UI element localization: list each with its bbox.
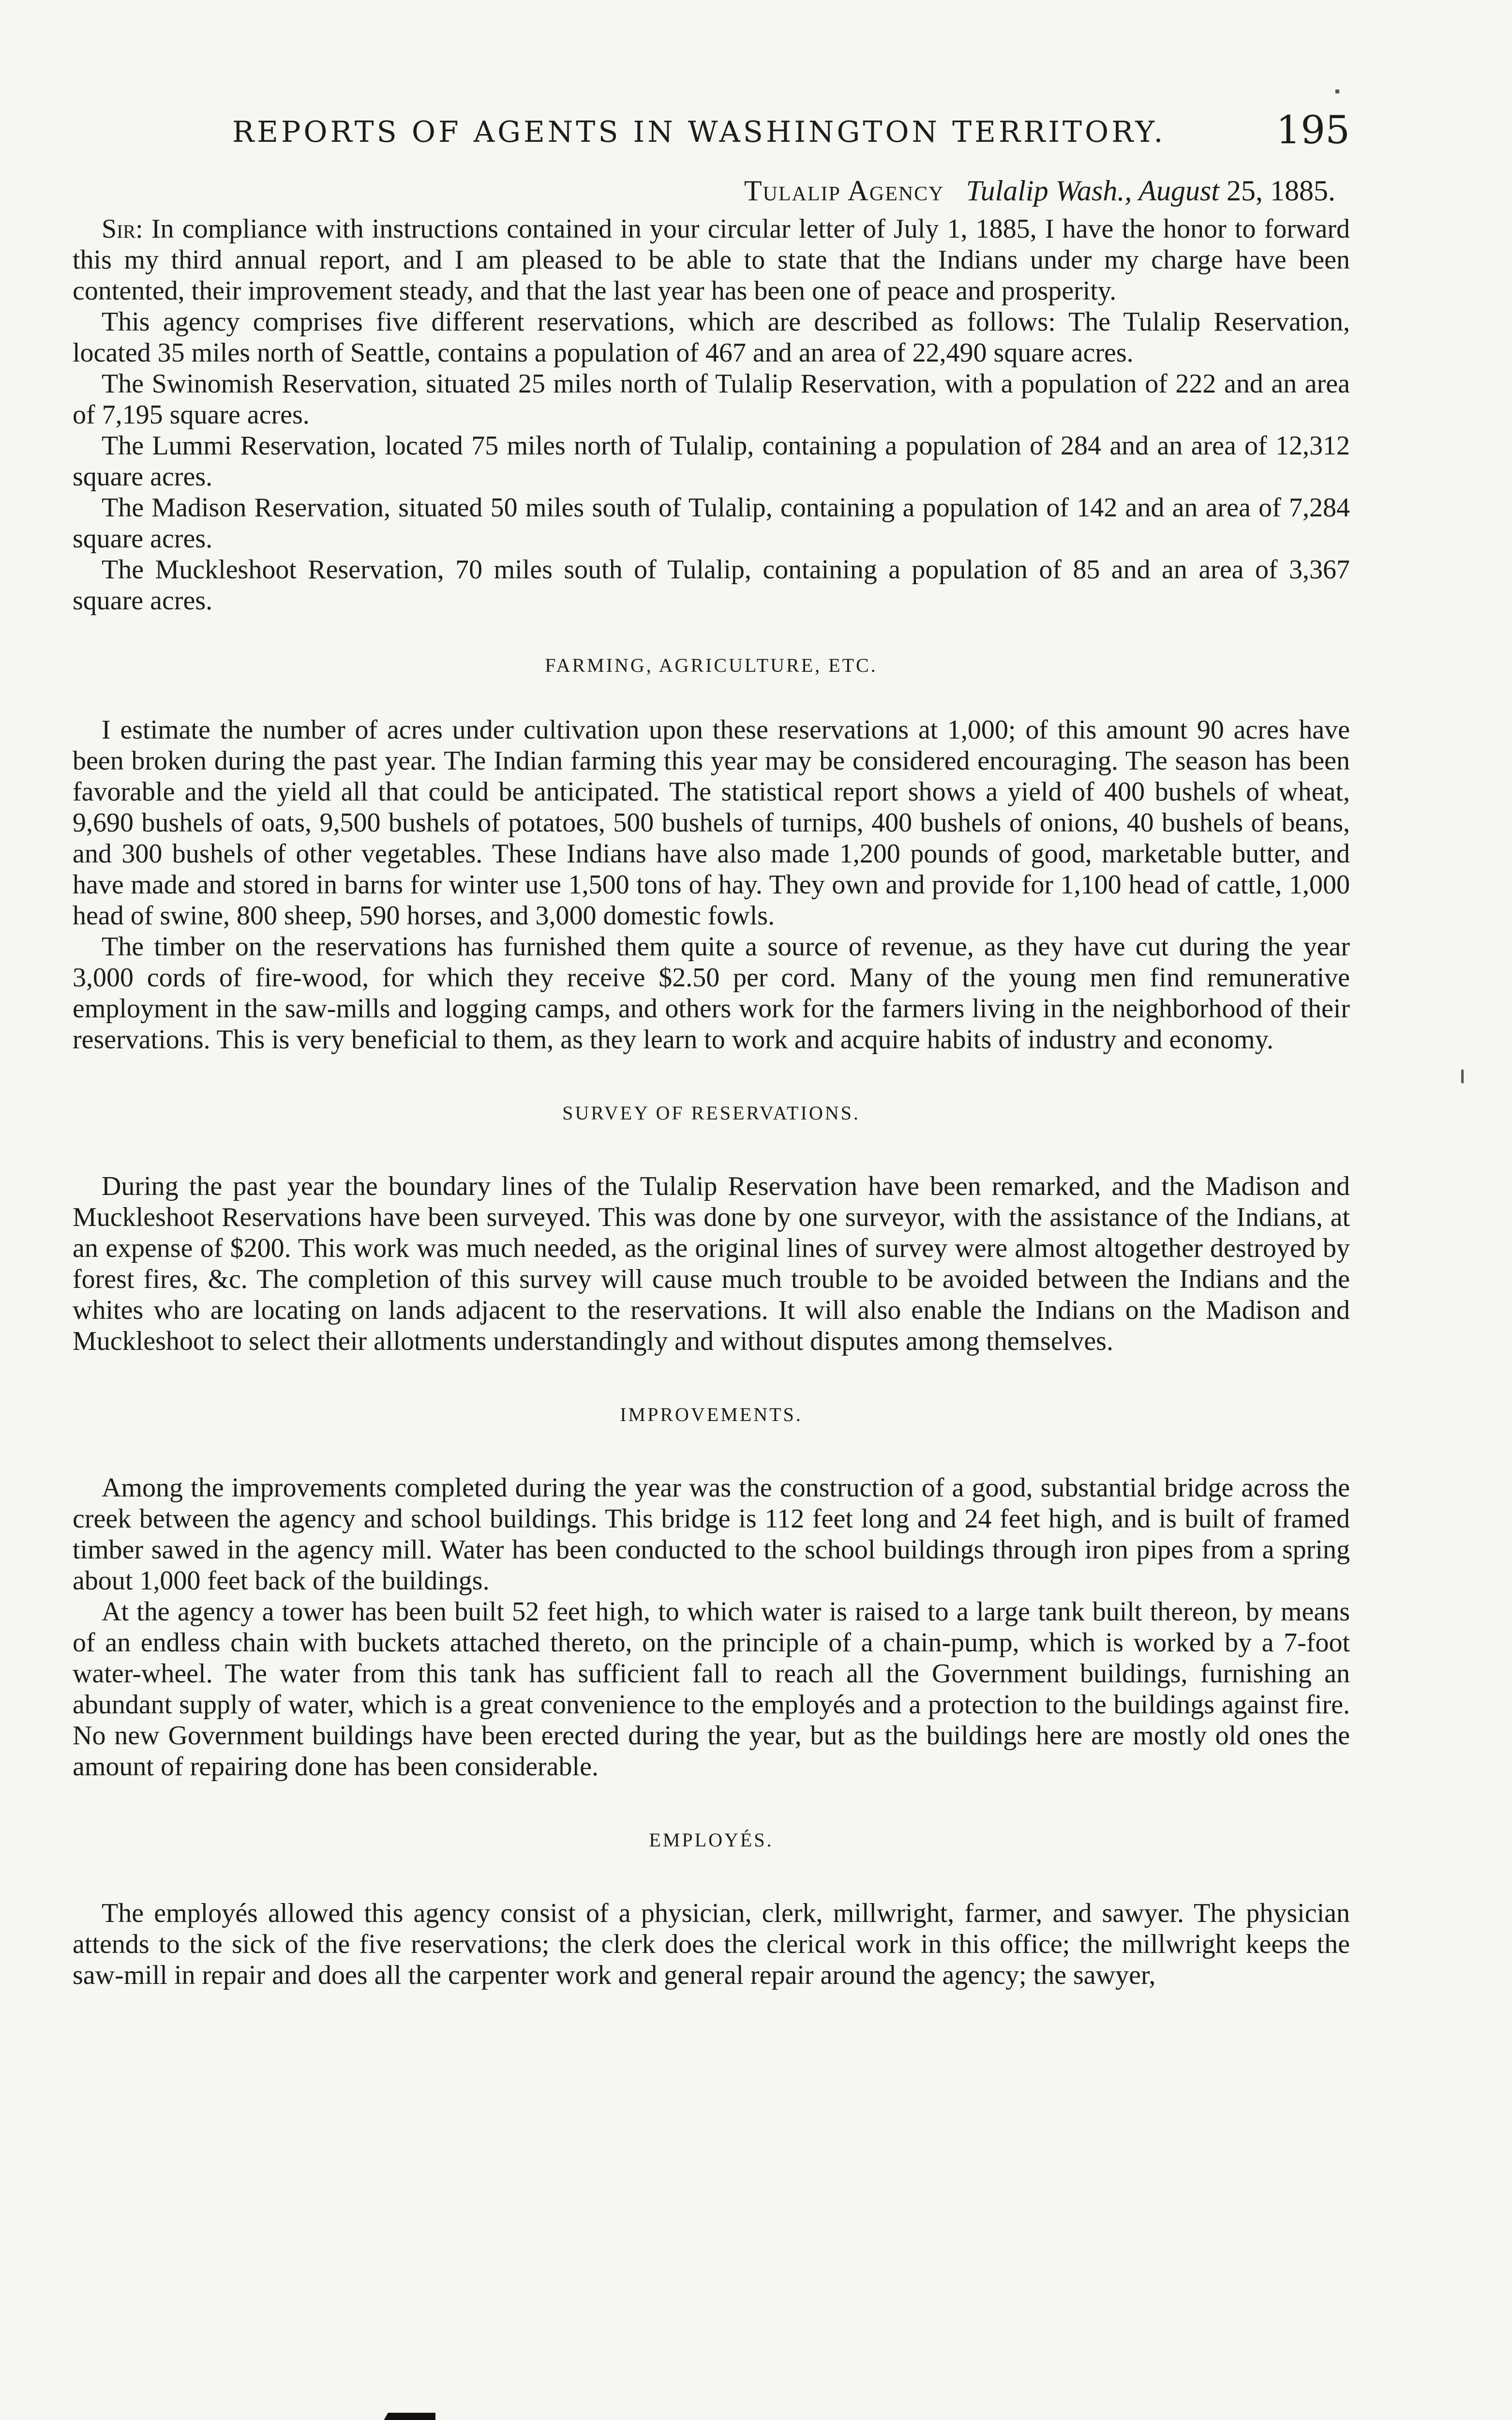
dateline bbox=[73, 174, 1350, 208]
farming-paragraph-2: The timber on the reservations has furnished them quite a source of revenue, as they have cut during the year 3,000 cords of fire-wood, for which they receive $2.50 per cord. Many of the young men find remunerative employment in the saw-mills and logging camps, and others work for the farmers living in the neighborhood of their reservations. This is very beneficial to them, as they learn to work and acquire habits of industry and economy. bbox=[73, 932, 1350, 1055]
page-number: 195 bbox=[1276, 107, 1350, 152]
scan-speck bbox=[1461, 1070, 1464, 1083]
improvements-paragraph-2: At the agency a tower has been built 52 feet high, to which water is raised to a large tank built thereon, by means of an endless chain with buckets attached thereto, on the principle of a chain-pump, which is worked by a 7-foot water-wheel. The water from this tank has sufficient fall to reach all the Government buildings, furnishing an abundant supply of water, which is a great convenience to the employés and a protection to the buildings against fire. No new Government buildings have been erected during the year, but as the buildings here are mostly old ones the amount of repairing done has been considerable. bbox=[73, 1597, 1350, 1782]
intro-paragraph-2: This agency comprises five different reservations, which are described as follows: The Tulalip Reservation, located 35 miles north of Seattle, contains a population of 467 and an area of 22,490 square acres. bbox=[73, 307, 1350, 368]
intro-paragraph-1 bbox=[73, 213, 1350, 306]
dateline-agency: Tulalip Agency bbox=[744, 175, 944, 207]
farming-section bbox=[73, 654, 1350, 1055]
salutation: Sir bbox=[102, 214, 136, 244]
intro-paragraph-5: The Madison Reservation, situated 50 miles south of Tulalip, containing a population of 142 and an area of 7,284 square acres. bbox=[73, 493, 1350, 554]
running-title: REPORTS OF AGENTS IN WASHINGTON TERRITORY. bbox=[232, 115, 1166, 149]
dateline-date: 25, 1885. bbox=[1219, 175, 1335, 207]
survey-paragraph-1: During the past year the boundary lines of the Tulalip Reservation have been remarked, and the Madison and Muckleshoot Reservations have been surveyed. This was done by one surveyor, with the assistance of the Indians, at an expense of $200. This work was much needed, as the original lines of survey were almost altogether destroyed by forest fires, &c. The completion of this survey will cause much trouble to be avoided between the Indians and the whites who are locating on lands adjacent to the reservations. It will also enable the Indians on the Madison and Muckleshoot to select their allotments understandingly and without disputes among themselves. bbox=[73, 1171, 1350, 1356]
survey-section bbox=[73, 1102, 1350, 1357]
intro-paragraph-3: The Swinomish Reservation, situated 25 miles north of Tulalip Reservation, with a population of 222 and an area of 7,195 square acres. bbox=[73, 369, 1350, 430]
intro-paragraph-1-text: : In compliance with instructions contained in your circular letter of July 1, 1885, I have the honor to forward this my third annual report, and I am pleased to be able to state that the Indians under my charge have been contented, their improvement steady, and that the last year has been one of peace and prosperity. bbox=[73, 214, 1350, 306]
improvements-heading: IMPROVEMENTS. bbox=[620, 1404, 803, 1425]
scan-speck bbox=[1335, 90, 1339, 93]
farming-paragraph-1: I estimate the number of acres under cultivation upon these reservations at 1,000; of this amount 90 acres have been broken during the past year. The Indian farming this year may be considered encouraging. The season has been favorable and the yield all that could be anticipated. The statistical report shows a yield of 400 bushels of wheat, 9,690 bushels of oats, 9,500 bushels of potatoes, 500 bushels of turnips, 400 bushels of onions, 40 bushels of beans, and 300 bushels of other vegetables. These Indians have also made 1,200 pounds of good, marketable butter, and have made and stored in barns for winter use 1,500 tons of hay. They own and provide for 1,100 head of cattle, 1,000 head of swine, 800 sheep, 590 horses, and 3,000 domestic fowls. bbox=[73, 715, 1350, 931]
employes-section bbox=[73, 1829, 1350, 1991]
dateline-place: Tulalip Wash., August bbox=[966, 175, 1219, 207]
improvements-paragraph-1: Among the improvements completed during the year was the construction of a good, substantial bridge across the creek between the agency and school buildings. This bridge is 112 feet long and 24 feet high, and is built of framed timber sawed in the agency mill. Water has been conducted to the school buildings through iron pipes from a spring about 1,000 feet back of the buildings. bbox=[73, 1473, 1350, 1596]
intro-paragraph-6: The Muckleshoot Reservation, 70 miles south of Tulalip, containing a population of 85 and an area of 3,367 square acres. bbox=[73, 555, 1350, 616]
document-page bbox=[73, 97, 1350, 1991]
running-head bbox=[73, 97, 1350, 160]
survey-heading: SURVEY OF RESERVATIONS. bbox=[562, 1102, 860, 1124]
intro-section bbox=[73, 213, 1350, 616]
employes-heading: EMPLOYÉS. bbox=[649, 1829, 774, 1851]
farming-heading: FARMING, AGRICULTURE, ETC. bbox=[545, 654, 878, 676]
scan-smudge bbox=[368, 2413, 435, 2420]
improvements-section bbox=[73, 1403, 1350, 1782]
employes-paragraph-1: The employés allowed this agency consist of a physician, clerk, millwright, farmer, and sawyer. The physician attends to the sick of the five reservations; the clerk does the clerical work in this office; the millwright keeps the saw-mill in repair and does all the carpenter work and general repair around the agency; the sawyer, bbox=[73, 1898, 1350, 1990]
intro-paragraph-4: The Lummi Reservation, located 75 miles north of Tulalip, containing a population of 284 and an area of 12,312 square acres. bbox=[73, 431, 1350, 492]
